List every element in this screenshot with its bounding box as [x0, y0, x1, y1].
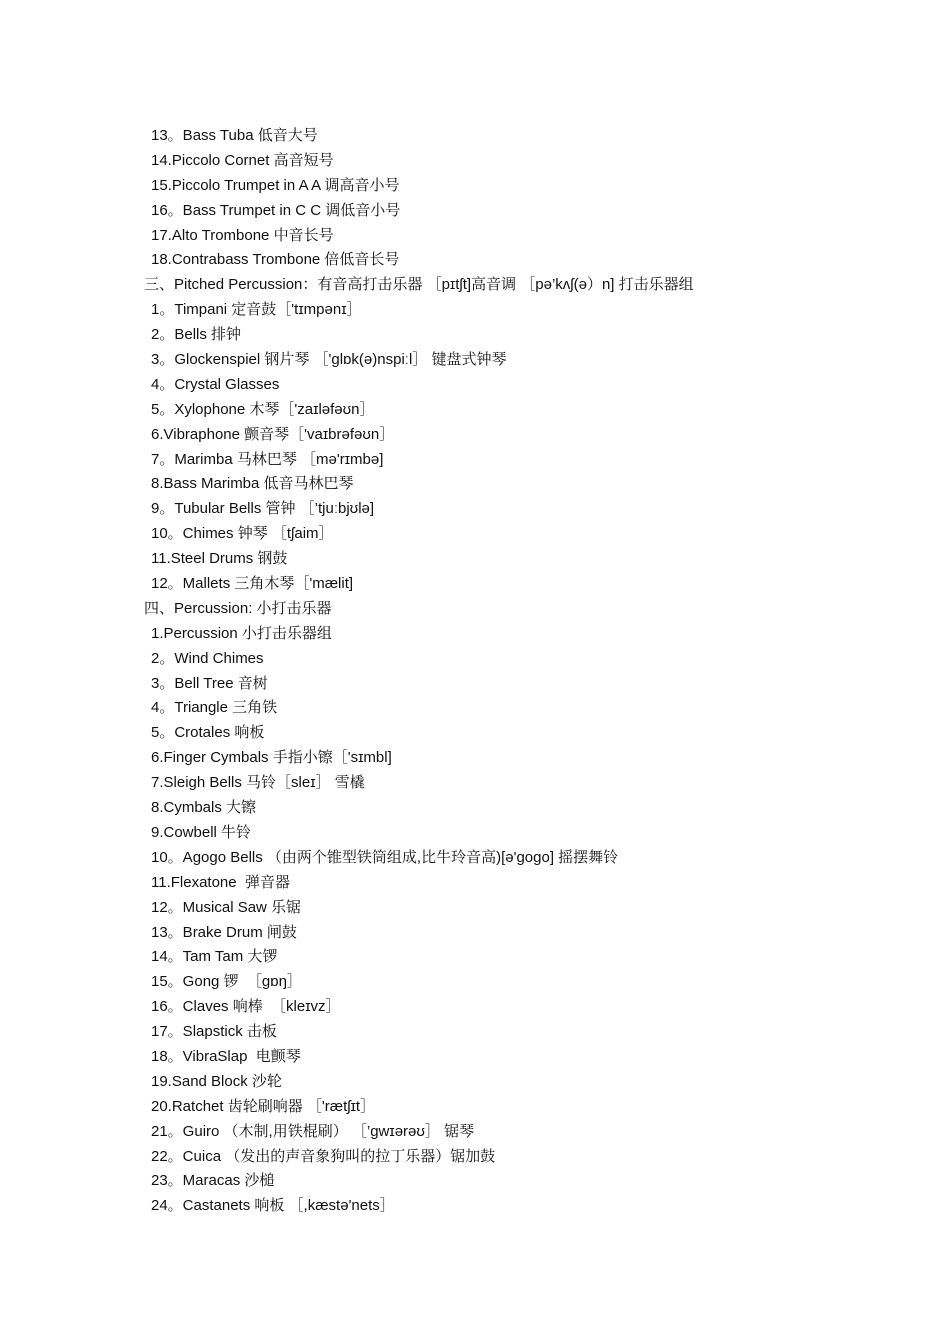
list-item: 7。Marimba 马林巴琴 ［mə'rɪmbə] — [151, 450, 384, 468]
list-item: 3。Bell Tree 音树 — [151, 674, 268, 692]
list-item: 1.Percussion 小打击乐器组 — [151, 624, 332, 642]
list-item: 8.Bass Marimba 低音马林巴琴 — [151, 475, 354, 493]
list-item: 22。Cuica （发出的声音象狗叫的拉丁乐器）锯加鼓 — [151, 1147, 496, 1165]
list-item: 6.Finger Cymbals 手指小镲［'sɪmbl] — [151, 749, 392, 767]
list-item: 2。Bells 排钟 — [151, 326, 242, 344]
list-item: 10。Chimes 钟琴 ［tʃaim］ — [151, 525, 334, 543]
list-item: 5。Crotales 响板 — [151, 724, 265, 742]
list-item: 8.Cymbals 大镲 — [151, 799, 257, 817]
list-item: 7.Sleigh Bells 马铃［sleɪ］ 雪橇 — [151, 774, 365, 792]
list-item: 16。Bass Trumpet in C C 调低音小号 — [151, 201, 401, 219]
list-item: 4。Crystal Glasses — [151, 375, 280, 393]
list-item: 19.Sand Block 沙轮 — [151, 1072, 282, 1090]
list-item: 14.Piccolo Cornet 高音短号 — [151, 151, 334, 169]
list-item: 15.Piccolo Trumpet in A A 调高音小号 — [151, 176, 400, 194]
list-item: 2。Wind Chimes — [151, 649, 264, 667]
list-item: 23。Maracas 沙槌 — [151, 1172, 275, 1190]
list-item: 12。Mallets 三角木琴［'mælit] — [151, 575, 354, 593]
list-item: 1。Timpani 定音鼓［'tɪmpənɪ］ — [151, 301, 362, 319]
section-heading-percussion: 四、Percussion: 小打击乐器 — [144, 599, 332, 617]
list-item: 9。Tubular Bells 管钟 ［’tjuːbjʊlə] — [151, 500, 375, 518]
list-item: 18。VibraSlap 电颤琴 — [151, 1047, 301, 1065]
list-item: 20.Ratchet 齿轮刷响器 ［'rætʃɪt］ — [151, 1097, 376, 1115]
list-item: 5。Xylophone 木琴［'zaɪləfəʊn］ — [151, 400, 375, 418]
list-item: 18.Contrabass Trombone 倍低音长号 — [151, 251, 400, 269]
list-item: 3。Glockenspiel 钢片琴 ［'glɒk(ə)nspiːl］ 键盘式钟琴 — [151, 351, 507, 369]
list-item: 9.Cowbell 牛铃 — [151, 823, 252, 841]
list-item: 13。Brake Drum 闸鼓 — [151, 923, 297, 941]
instrument-list — [0, 124, 950, 1219]
list-item: 12。Musical Saw 乐锯 — [151, 898, 302, 916]
list-item: 11.Steel Drums 钢鼓 — [151, 550, 288, 568]
list-item: 4。Triangle 三角铁 — [151, 699, 278, 717]
list-item: 14。Tam Tam 大锣 — [151, 948, 278, 966]
section-heading-pitched-percussion: 三、Pitched Percussion：有音高打击乐器 ［pɪtʃt]高音调 ［pə’kʌʃ(ə）n] 打击乐器组 — [144, 276, 694, 294]
list-item: 17.Alto Trombone 中音长号 — [151, 226, 334, 244]
list-item: 24。Castanets 响板 ［,kæstə'nets］ — [151, 1197, 395, 1215]
list-item: 10。Agogo Bells （由两个锥型铁筒组成,比牛玲音高)[ə'gogo] 摇摆舞铃 — [151, 848, 619, 866]
list-item: 11.Flexatone 弹音器 — [151, 873, 290, 891]
list-item: 13。Bass Tuba 低音大号 — [151, 127, 318, 144]
list-item: 17。Slapstick 击板 — [151, 1023, 277, 1041]
list-item: 21。Guiro （木制,用铁棍刷） ［’gwɪərəʊ］ 锯琴 — [151, 1122, 475, 1140]
list-item: 15。Gong 锣 ［gɒŋ］ — [151, 973, 302, 991]
list-item: 16。Claves 响棒 ［kleɪvz］ — [151, 998, 341, 1016]
list-item: 6.Vibraphone 颤音琴［'vaɪbrəfəʊn］ — [151, 425, 395, 443]
